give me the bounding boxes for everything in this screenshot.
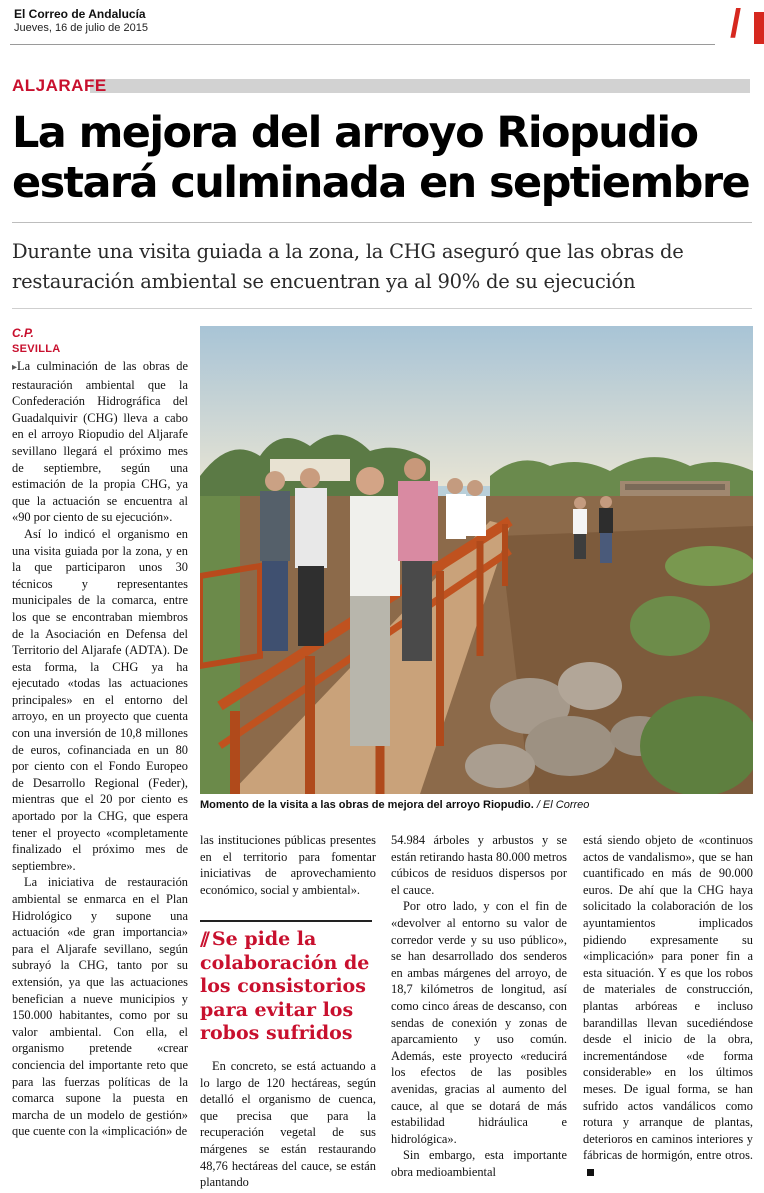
paragraph: La iniciativa de restauración ambiental se enmarca en el Plan Hidrológico y supone una actuación «de gran importancia» para el Aljarafe sevillano, según subrayó la CHG, tanto por su extensión, ya que las actuaciones benefician a nueve municipios y 150.000 habitantes, como por su valor ambiental. Con ella, el organismo pretende «crear conciencia del importante reto que para las fuerzas políticas de la comarca supone la puesta en marcha de un modelo de gestión» que cuente con la «implicación» de bbox=[12, 875, 188, 1139]
photo-credit: / El Correo bbox=[536, 799, 590, 811]
paragraph: Así lo indicó el organismo en una visita guiada por la zona, y en la que participaron unos 30 técnicos y representantes municipales de la comarca, entre los que se encontraban miembros de la Asociación en Defensa del Territorio del Aljarafe (ADTA). De esta forma, la CHG ya ha ejecutado «todas las actuaciones principales» en el entorno del arroyo, en un proyecto que cuenta con una inversión de 10,8 millones de euros, cofinanciada en un 80 por ciento con el Fondo Europeo de Desarrollo Regional (Feder), mientras que el 20 por ciento es aportado por la CHG, que espera tener el proyecto «completamente finalizado el próximo mes de septiembre». bbox=[12, 526, 188, 873]
sidebar-heading-text: Se pide la colaboración de los consistorios para evitar los robos sufridos bbox=[200, 928, 370, 1044]
masthead-divider bbox=[10, 44, 715, 45]
brand-bar-icon bbox=[754, 12, 764, 44]
dateline-city: SEVILLA bbox=[12, 343, 61, 355]
subheadline: Durante una visita guiada a la zona, la CHG aseguró que las obras de restauración ambiental se encuentran ya al 90% de su ejecución bbox=[12, 240, 684, 293]
paragraph: 54.984 árboles y arbustos y se están retirando hasta 80.000 metros cúbicos de residuos dispersos por el cauce. bbox=[391, 833, 567, 897]
subhead-divider bbox=[12, 308, 752, 309]
article-column-1 bbox=[12, 358, 188, 1140]
end-of-article-icon bbox=[587, 1169, 594, 1176]
section-label: ALJARAFE bbox=[12, 76, 107, 95]
brand-slash-icon: / bbox=[730, 2, 742, 46]
issue-date: Jueves, 16 de julio de 2015 bbox=[14, 22, 148, 34]
article-photo bbox=[200, 326, 753, 794]
article-column-2 bbox=[200, 832, 376, 898]
photo-caption bbox=[200, 799, 753, 811]
paragraph: Por otro lado, y con el fin de «devolver al entorno su valor de corredor verde y su uso público», se han desarrollado dos senderos en ambas márgenes del arroyo, de 18,7 kilómetros de longitud, así como cinco áreas de descanso, con sendas de conexión y zonas de aparcamiento y uso común. Además, este proyecto «reducirá los efectos de las posibles avenidas, gracias al aumento del cauce, al que se dotará de más estabilidad hidráulica e hidrológica». bbox=[391, 899, 567, 1146]
newspaper-name: El Correo de Andalucía bbox=[14, 7, 146, 21]
section-bar bbox=[90, 79, 750, 93]
headline-divider bbox=[12, 222, 752, 223]
paragraph: las instituciones públicas presentes en el territorio para fomentar iniciativas de aprovechamiento económico, social y ambiental». bbox=[200, 833, 376, 897]
sidebar-rule bbox=[200, 920, 372, 922]
section-slashes-icon: // bbox=[200, 928, 206, 950]
sidebar-heading bbox=[200, 928, 372, 1046]
paragraph: En concreto, se está actuando a lo largo de 120 hectáreas, según detalló el organismo de cuenca, que precisa que para la recuperación vegetal de sus márgenes se están restaurando 48,76 hectáreas del cauce, se están plantando bbox=[200, 1059, 376, 1190]
article-column-2-continued bbox=[200, 1058, 376, 1191]
article-column-3 bbox=[391, 832, 567, 1180]
paragraph: Sin embargo, esta importante obra medioambiental bbox=[391, 1148, 567, 1179]
author-byline: C.P. bbox=[12, 326, 34, 340]
article-column-4 bbox=[583, 832, 753, 1180]
paragraph-start-icon: ▸ bbox=[12, 362, 18, 373]
paragraph: está siendo objeto de «continuos actos de vandalismo», que se han cuantificado en más de 90.000 euros. De ahí que la CHG haya solicitado la colaboración de los ayuntamientos implicados pidiendo expresamente su «implicación» para poner fin a esta situación. Y es que los robos de materiales de construcción, plantas arbóreas e incluso barandillas llevan sucediéndose desde el inicio de la obra, incrementándose «de forma considerable» en los últimos meses. De igual forma, se han sufrido actos vandálicos como rotura y arranque de plantas, deterioros en caminos interiores y fábricas de hormigón, entre otros. bbox=[583, 832, 753, 1180]
caption-text: Momento de la visita a las obras de mejora del arroyo Riopudio. bbox=[200, 799, 534, 811]
paragraph: ▸La culminación de las obras de restauración ambiental que la Confederación Hidrográfica del Guadalquivir (CHG) lleva a cabo en el arroyo Riopudio del Aljarafe sevillano llegará el próximo mes de septiembre, según una estimación de la propia CHG, ya que la actuación se encuentra al «90 por ciento de su ejecución». bbox=[12, 359, 188, 525]
headline: La mejora del arroyo Riopudio estará culminada en septiembre bbox=[12, 108, 750, 208]
